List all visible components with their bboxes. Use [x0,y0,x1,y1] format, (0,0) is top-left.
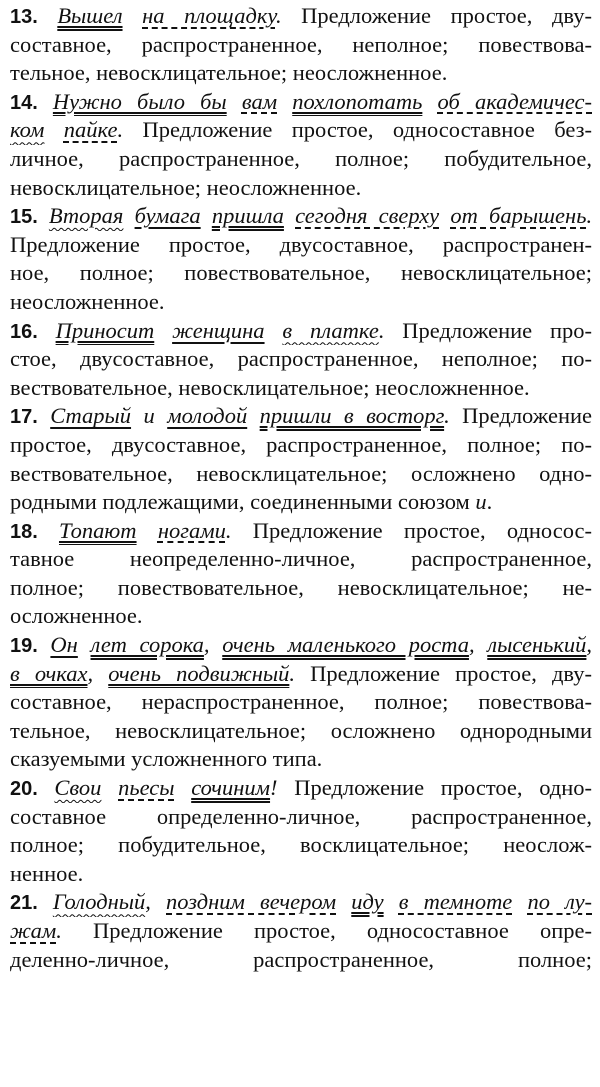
sentence-member: Приносит [55,317,155,343]
sentence-member: ногами [157,517,226,543]
text-segment: составное определенно-личное, распространенное, [10,803,592,829]
text-line [10,345,592,374]
text-line [10,116,592,145]
text-segment: . [378,317,385,343]
text-segment: , [87,660,109,686]
text-line [10,431,592,460]
text-segment: составное, распространенное, неполное; повествова- [10,31,592,57]
item-number: 19. [10,635,51,658]
text-segment [44,117,63,142]
text-line [10,174,592,203]
sentence-member: пайке [63,117,118,143]
text-segment: . [486,489,493,515]
text-segment: Предложение простое, одно- [277,775,592,801]
sentence-analysis-item [10,88,592,202]
sentence-member: от барышень [450,203,587,229]
text-segment: Предложение простое, односос- [231,517,592,543]
sentence-member: Свои [54,775,102,801]
text-line [10,259,592,288]
item-number: 16. [10,320,56,343]
text-segment: сказуемыми усложненного типа. [10,746,323,772]
text-segment [154,318,172,343]
text-segment: тельное, невосклицательное; осложнено однородными [10,717,592,743]
text-segment [439,203,450,228]
text-segment [512,889,527,914]
text-line [10,374,592,403]
sentence-analysis-item [10,774,592,888]
text-segment [384,889,399,914]
text-line [10,488,592,517]
text-line [10,688,592,717]
text-segment: . [117,117,124,143]
item-number: 18. [10,520,59,543]
text-line [10,860,592,889]
text-line [10,831,592,860]
text-segment: и [131,403,168,429]
text-segment: . [225,517,232,543]
item-number: 14. [10,91,53,114]
sentence-member: в темноте [398,889,513,915]
sentence-member: вам [241,88,278,114]
text-segment: тавное неопределенно-личное, распространенное, [10,546,592,572]
text-segment: вествовательное, невосклицательное; осложнено одно- [10,460,592,486]
text-segment [247,403,259,428]
text-segment: Предложение простое, двусоставное, распространен- [10,231,592,257]
sentence-member: иду [351,889,384,915]
item-number: 17. [10,406,51,429]
text-segment [227,89,242,114]
sentence-analysis-item [10,202,592,316]
sentence-analysis-item [10,317,592,403]
text-line [10,631,592,660]
text-segment: ное, полное; повествовательное, невосклицательное; [10,260,592,286]
text-segment [422,89,437,114]
text-segment: Предложение простое, дву- [294,660,592,686]
text-segment: личное, распространенное, полное; побудительное, [10,145,592,171]
sentence-member: в очках [10,660,88,686]
text-segment: Предложение простое, дву- [281,3,592,28]
text-line [10,31,592,60]
sentence-member: похлопотать [292,88,423,114]
sentence-member: жам [10,918,57,943]
text-segment [137,518,158,543]
sentence-member: Он [50,632,78,658]
text-segment: и [475,489,487,515]
sentence-member: на площадку [142,3,276,28]
text-segment [123,3,143,28]
text-segment [123,203,134,228]
sentence-member: Нужно было бы [52,88,227,114]
text-segment: вествовательное, невосклицательное; неосложненное. [10,374,530,400]
text-line [10,59,592,88]
text-segment: составное, нераспространенное, полное; повествова- [10,689,592,715]
sentence-member: лысенький [487,632,587,658]
text-segment: родными подлежащими, соединенными союзом [10,489,476,515]
text-segment: Предложение про- [384,317,592,343]
text-segment: Предложение простое, односоставное без- [123,117,592,143]
text-segment [265,318,283,343]
text-segment: , [468,632,488,658]
text-segment: деленно-личное, распространенное, полное; [10,946,592,972]
sentence-member: пьесы [118,775,175,801]
text-segment: , [203,632,223,658]
text-segment: , [145,889,167,915]
sentence-member: ком [10,117,45,143]
sentence-member: женщина [172,317,265,343]
text-line [10,774,592,803]
text-segment: невосклицательное; неосложненное. [10,174,362,200]
sentence-member: в платке [282,317,379,343]
sentence-member: бумага [134,203,201,229]
sentence-member: Старый [50,403,132,429]
text-segment: . [289,660,295,686]
text-segment [101,775,118,800]
sentence-member: Вторая [48,203,124,229]
text-segment: , [586,632,592,658]
sentence-member: лет сорока [90,632,204,658]
sentence-member: очень подвижный [108,660,290,686]
text-line [10,717,592,746]
text-segment: . [56,918,62,943]
text-segment: полное; повествовательное, невосклицательное; не- [10,574,592,600]
item-number: 15. [10,206,49,229]
sentence-member: по лу- [527,889,592,915]
sentence-member: Вышел [57,3,123,28]
sentence-member: поздним вечером [166,889,337,915]
text-line [10,545,592,574]
text-segment [201,203,212,228]
text-segment: неосложненное. [10,288,165,314]
text-segment: простое, двусоставное, распространенное, полное; по- [10,431,592,457]
item-number: 13. [10,6,58,28]
sentence-member: молодой [167,403,248,429]
text-segment: Предложение [449,403,592,429]
text-line [10,88,592,117]
sentence-analysis-item [10,517,592,631]
text-segment [336,889,351,914]
text-segment: . [586,203,592,229]
sentence-member: об академичес- [437,88,592,114]
text-line [10,917,592,946]
text-line [10,460,592,489]
text-segment: тельное, невосклицательное; неосложненное. [10,60,448,86]
text-segment [277,89,292,114]
text-segment [284,203,295,228]
sentence-analysis-item [10,888,592,974]
text-segment: стое, двусоставное, распространенное, неполное; по- [10,346,592,372]
text-segment: . [275,3,282,28]
text-line [10,231,592,260]
text-line [10,660,592,689]
text-segment: ненное. [10,860,84,886]
sentence-analysis-item [10,631,592,774]
text-line [10,145,592,174]
text-line [10,803,592,832]
text-line [10,317,592,346]
text-line [10,402,592,431]
sentence-member: Топают [58,517,137,543]
text-line [10,574,592,603]
sentence-member: очень маленького роста [222,632,469,658]
text-line [10,288,592,317]
sentence-member: сочиним [191,775,271,801]
text-segment: ! [270,775,278,801]
text-line [10,517,592,546]
sentence-member: Голодный [52,889,146,915]
sentence-member: пришли в восторг [259,403,445,429]
sentence-member: пришла [211,203,284,229]
text-segment [175,775,192,800]
text-segment: осложненное. [10,603,143,629]
sentence-analysis-item [10,2,592,88]
text-line [10,888,592,917]
text-segment: Предложение простое, односоставное опре- [61,918,592,943]
text-line [10,202,592,231]
sentence-member: сегодня сверху [295,203,440,229]
text-line [10,745,592,774]
text-line [10,946,592,975]
text-segment [78,632,91,657]
text-line [10,602,592,631]
sentence-analysis-item [10,402,592,516]
item-number: 20. [10,778,55,801]
item-number: 21. [10,892,53,915]
text-segment: . [444,403,450,429]
text-segment: полное; побудительное, восклицательное; неослож- [10,832,592,858]
text-line [10,2,592,31]
